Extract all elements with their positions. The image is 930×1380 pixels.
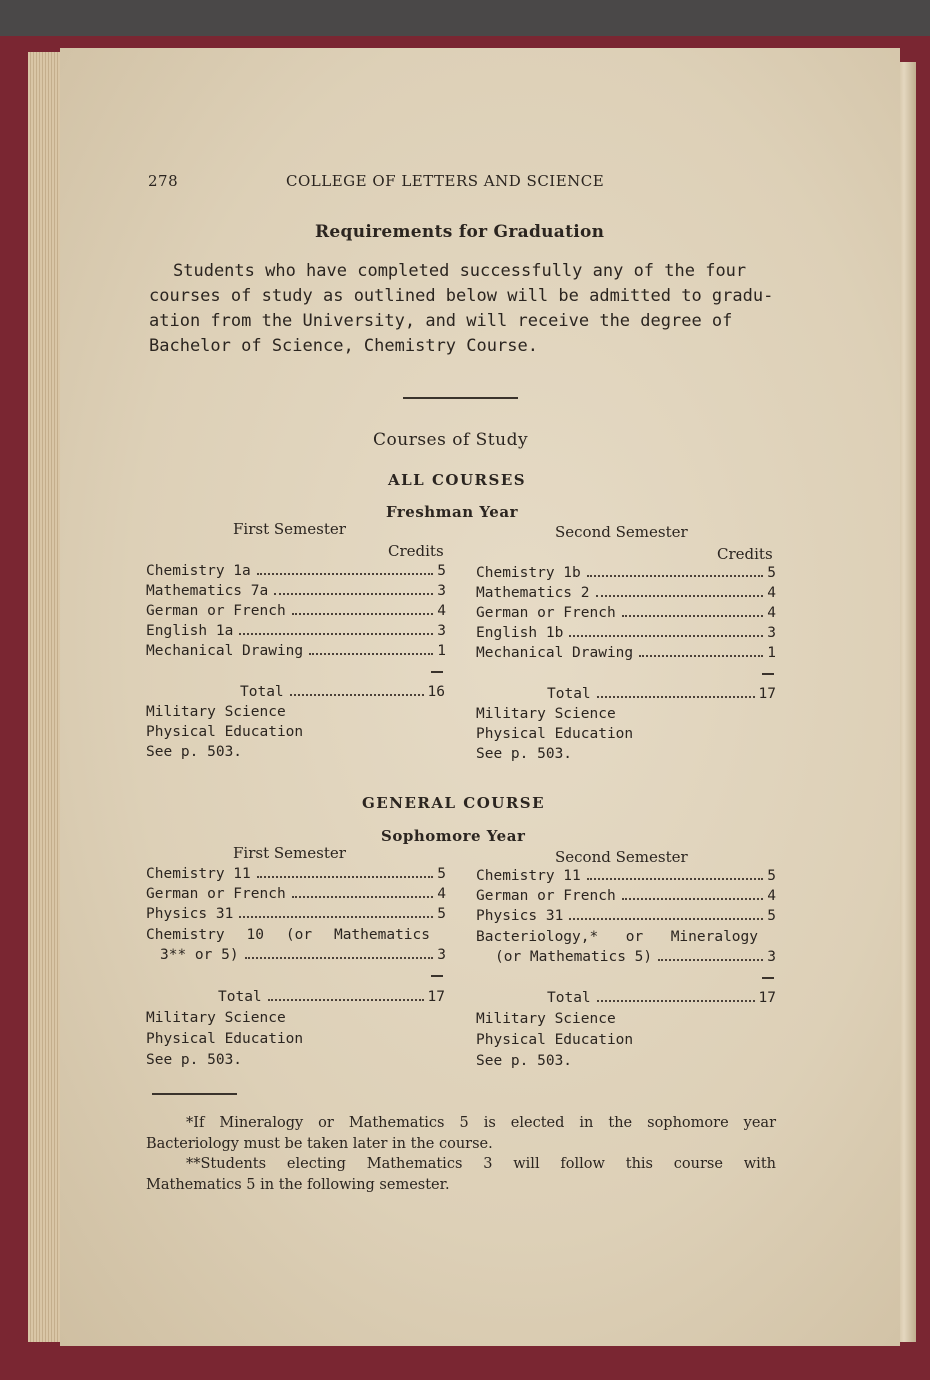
intro-line-1: Students who have completed successfully any of the four (173, 261, 747, 281)
total-credits: 17 (427, 989, 445, 1005)
course-name: German or French (476, 888, 616, 904)
course-row (495, 949, 776, 965)
course-credits: 3 (767, 625, 776, 641)
multi-line-course: Bacteriology,* or Mineralogy (476, 929, 758, 945)
course-row (476, 888, 776, 904)
total-label: Total (547, 686, 591, 702)
course-name: (or Mathematics 5) (495, 949, 653, 965)
note-line: Military Science (476, 706, 616, 722)
note-line: See p. 503. (146, 1052, 243, 1068)
sum-dash (431, 671, 443, 673)
course-name: Physics 31 (146, 906, 234, 922)
course-row (476, 565, 776, 581)
course-credits: 5 (437, 563, 446, 579)
note-line: See p. 503. (476, 746, 573, 762)
freshman-second-semester-label: Second Semester (555, 523, 688, 541)
course-row (146, 906, 446, 922)
course-name: German or French (146, 603, 286, 619)
footnote-2-line-1: **Students electing Mathematics 3 will follow this course with (186, 1156, 776, 1172)
course-row (146, 643, 446, 659)
course-row (146, 623, 446, 639)
total-row (547, 990, 776, 1006)
freshman-first-semester-label: First Semester (233, 520, 346, 538)
freshman-first-credits-label: Credits (388, 542, 444, 560)
page-number: 278 (148, 172, 179, 190)
course-credits: 4 (767, 585, 776, 601)
courses-heading: Courses of Study (373, 430, 529, 450)
total-label: Total (240, 684, 284, 700)
total-credits: 17 (758, 686, 776, 702)
course-name: Mathematics 7a (146, 583, 269, 599)
course-credits: 4 (437, 603, 446, 619)
course-row (476, 605, 776, 621)
intro-line-2: courses of study as outlined below will be admitted to gradu- (149, 286, 774, 306)
course-row (476, 645, 776, 661)
course-name: Chemistry 1b (476, 565, 581, 581)
note-line: Physical Education (146, 1031, 304, 1047)
note-line: Physical Education (476, 726, 634, 742)
course-credits: 5 (767, 908, 776, 924)
freshman-year-heading: Freshman Year (386, 503, 518, 521)
total-row (547, 686, 776, 702)
note-line: Military Science (146, 1010, 286, 1026)
footnote-1-line-1: *If Mineralogy or Mathematics 5 is elected in the sophomore year (186, 1115, 776, 1131)
course-row (476, 908, 776, 924)
course-credits: 3 (437, 583, 446, 599)
course-name: Chemistry 11 (476, 868, 581, 884)
course-row (146, 563, 446, 579)
sophomore-first-semester-label: First Semester (233, 844, 346, 862)
note-line: Military Science (146, 704, 286, 720)
sophomore-year-heading: Sophomore Year (381, 827, 526, 845)
section-divider (403, 397, 518, 399)
course-row (160, 947, 446, 963)
course-credits: 3 (767, 949, 776, 965)
sum-dash (762, 673, 774, 675)
total-credits: 16 (427, 684, 445, 700)
all-courses-heading: ALL COURSES (388, 471, 527, 489)
note-line: Physical Education (476, 1032, 634, 1048)
course-name: 3** or 5) (160, 947, 239, 963)
course-name: Chemistry 11 (146, 866, 251, 882)
book-page (60, 48, 900, 1346)
freshman-second-credits-label: Credits (717, 545, 773, 563)
scan-background-top (0, 0, 930, 38)
course-credits: 1 (437, 643, 446, 659)
general-course-heading: GENERAL COURSE (362, 794, 546, 812)
course-credits: 3 (437, 947, 446, 963)
intro-line-3: ation from the University, and will receive the degree of (149, 311, 733, 331)
course-name: Mechanical Drawing (146, 643, 304, 659)
course-row (476, 868, 776, 884)
course-name: English 1a (146, 623, 234, 639)
course-row (146, 886, 446, 902)
total-credits: 17 (758, 990, 776, 1006)
course-row (146, 603, 446, 619)
page-title: Requirements for Graduation (315, 222, 605, 242)
running-head: COLLEGE OF LETTERS AND SCIENCE (286, 172, 605, 190)
course-name: German or French (146, 886, 286, 902)
note-line: Physical Education (146, 724, 304, 740)
course-credits: 3 (437, 623, 446, 639)
course-credits: 5 (437, 906, 446, 922)
note-line: See p. 503. (476, 1053, 573, 1069)
note-line: Military Science (476, 1011, 616, 1027)
note-line: See p. 503. (146, 744, 243, 760)
course-credits: 5 (767, 565, 776, 581)
course-row (476, 585, 776, 601)
course-name: Physics 31 (476, 908, 564, 924)
total-label: Total (547, 990, 591, 1006)
course-name: Mathematics 2 (476, 585, 590, 601)
course-credits: 1 (767, 645, 776, 661)
course-credits: 4 (767, 605, 776, 621)
course-name: Mechanical Drawing (476, 645, 634, 661)
intro-line-4: Bachelor of Science, Chemistry Course. (149, 336, 538, 356)
multi-line-course: Chemistry 10 (or Mathematics (146, 927, 430, 943)
course-row (146, 866, 446, 882)
course-credits: 5 (437, 866, 446, 882)
course-credits: 4 (437, 886, 446, 902)
course-row (146, 583, 446, 599)
course-credits: 4 (767, 888, 776, 904)
sophomore-second-semester-label: Second Semester (555, 848, 688, 866)
total-row (240, 684, 445, 700)
sum-dash (762, 977, 774, 979)
course-row (476, 625, 776, 641)
course-credits: 5 (767, 868, 776, 884)
footnote-rule (152, 1093, 237, 1095)
footnote-1-line-2: Bacteriology must be taken later in the course. (146, 1136, 493, 1152)
footnote-2-line-2: Mathematics 5 in the following semester. (146, 1177, 450, 1193)
course-name: English 1b (476, 625, 564, 641)
course-name: German or French (476, 605, 616, 621)
course-name: Chemistry 1a (146, 563, 251, 579)
total-label: Total (218, 989, 262, 1005)
sum-dash (431, 975, 443, 977)
total-row (218, 989, 445, 1005)
